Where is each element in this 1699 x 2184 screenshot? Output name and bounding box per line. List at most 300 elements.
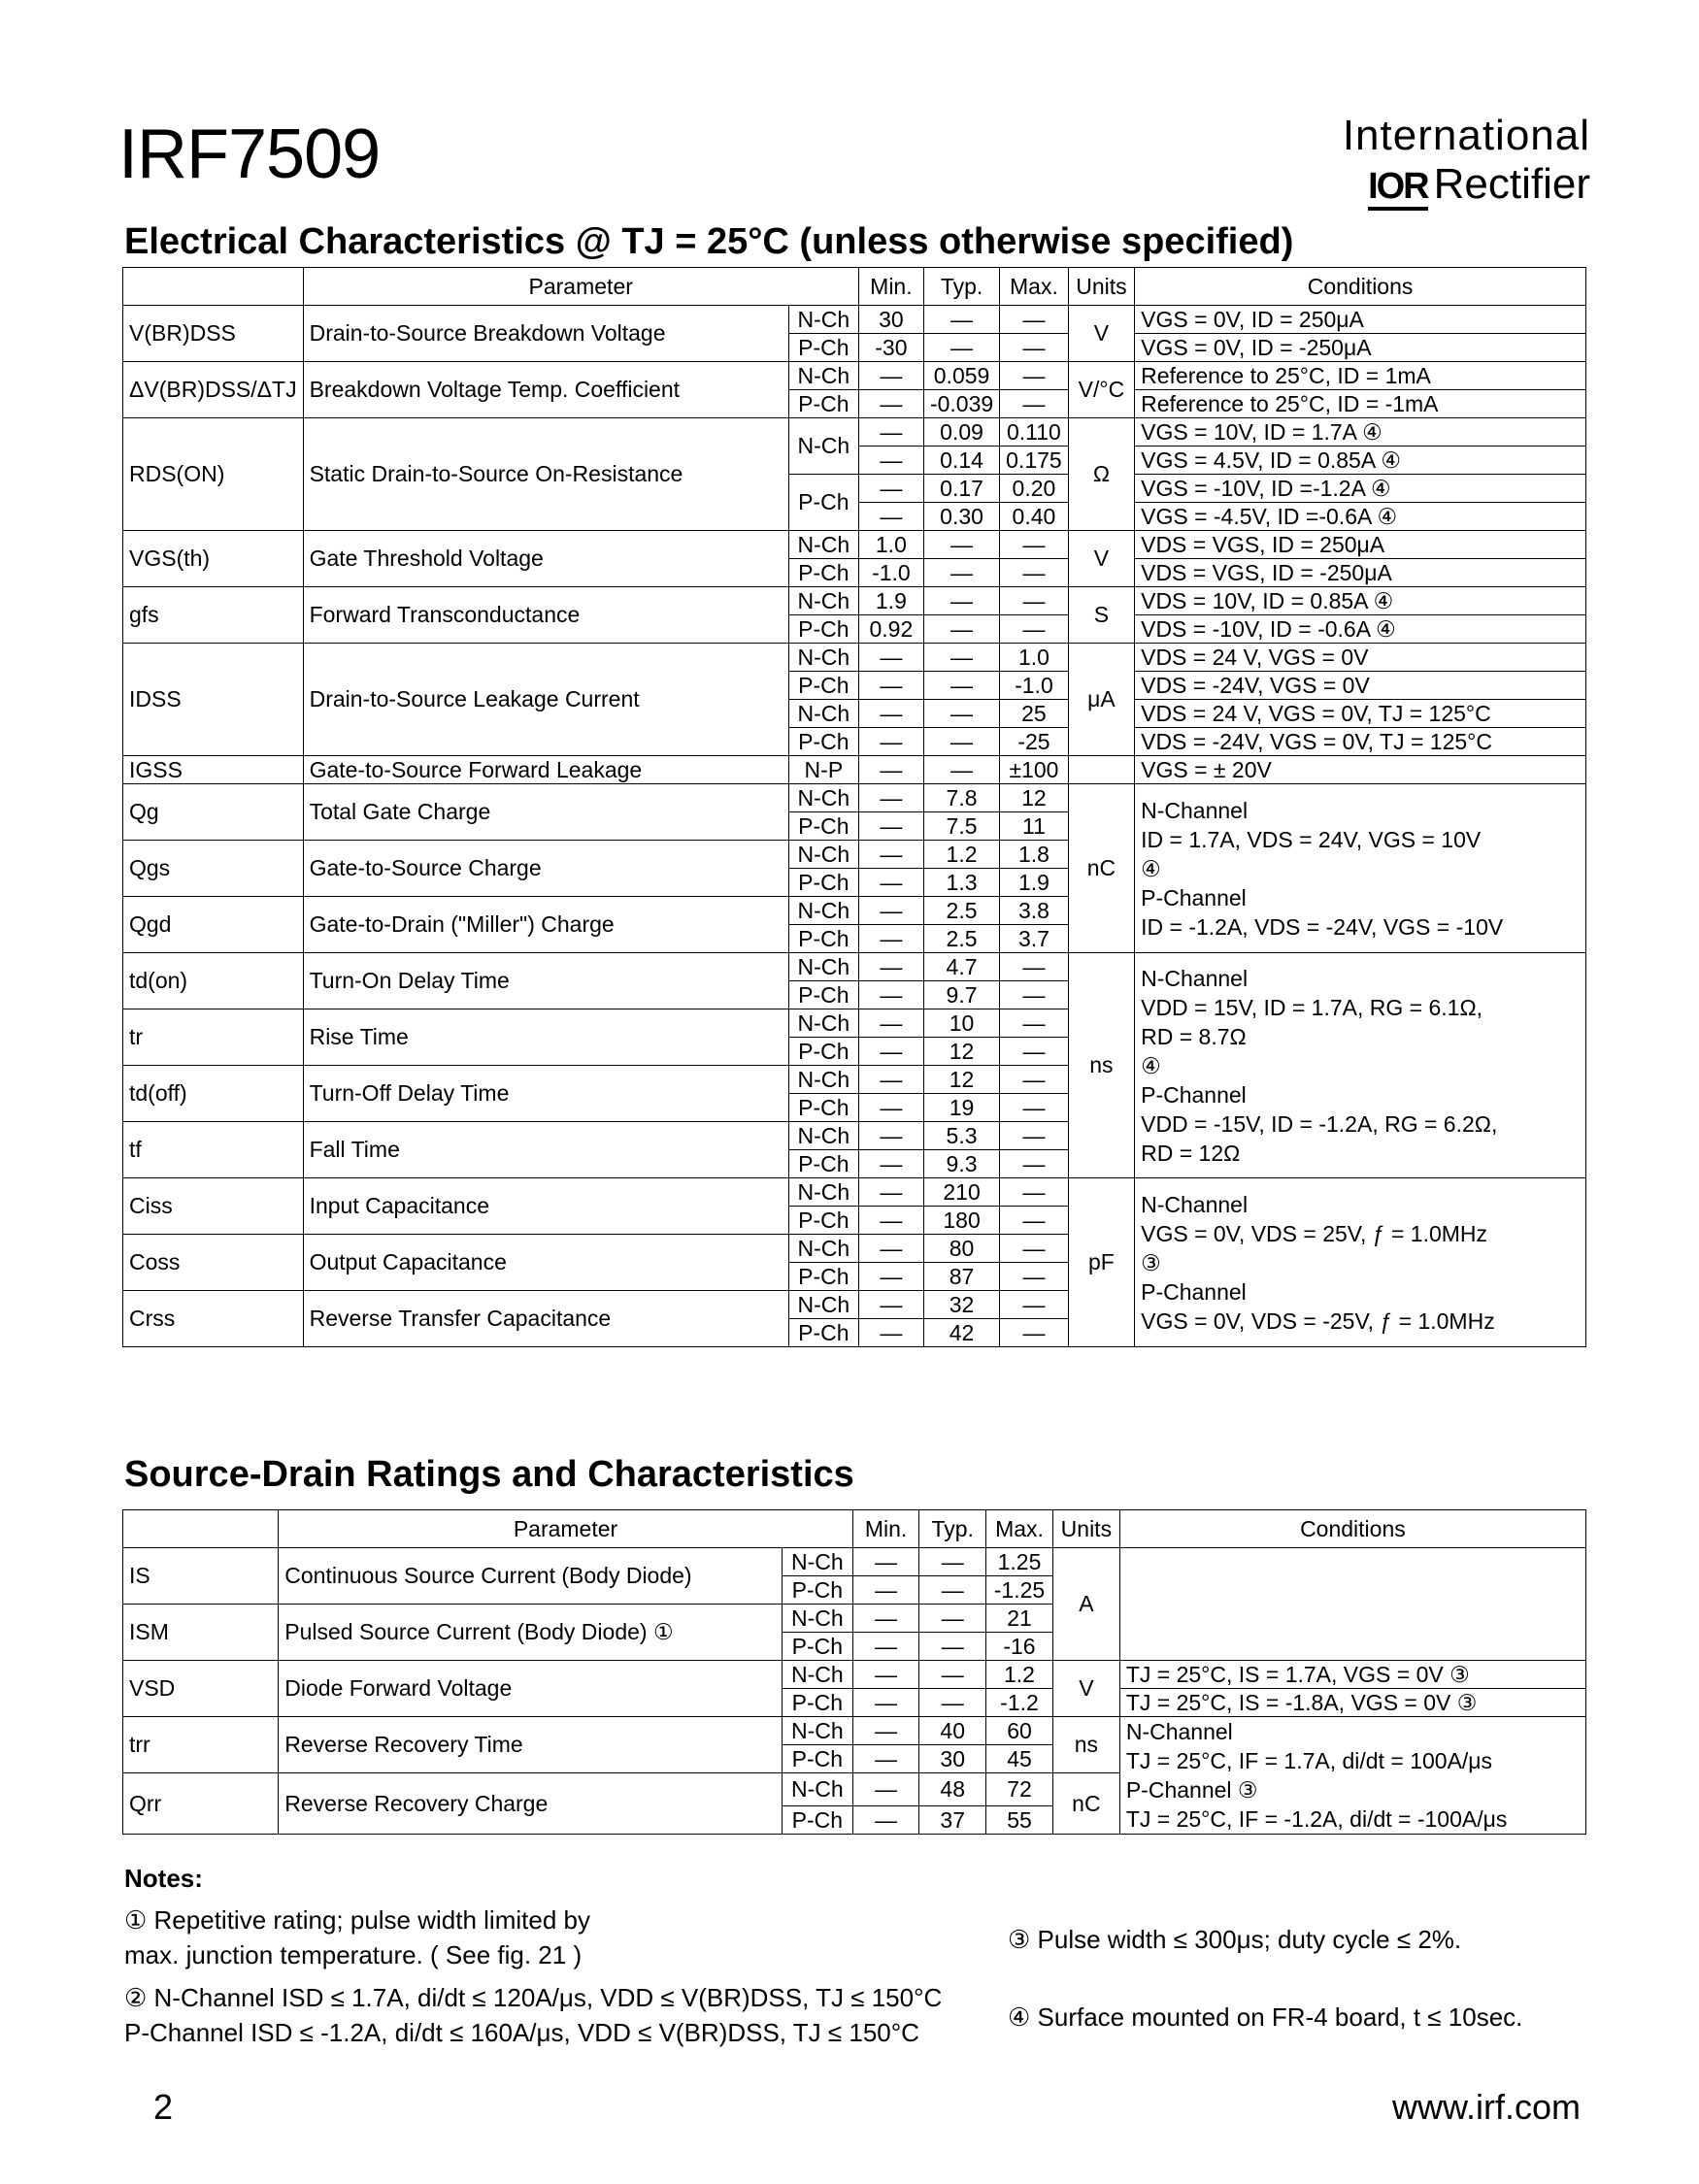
max-value: — — [1000, 1291, 1069, 1319]
param-symbol: tf — [123, 1122, 304, 1178]
min-value: — — [858, 644, 923, 672]
max-value: — — [1000, 1038, 1069, 1066]
channel: N-Ch — [788, 306, 858, 334]
min-value: — — [852, 1661, 919, 1689]
header-conditions: Conditions — [1135, 268, 1586, 306]
typ-value: — — [923, 615, 999, 644]
typ-value: — — [923, 728, 999, 756]
conditions: VDS = VGS, ID = 250μA — [1135, 531, 1586, 559]
max-value: 1.8 — [1000, 841, 1069, 869]
header-parameter: Parameter — [303, 268, 858, 306]
param-name: Pulsed Source Current (Body Diode) ① — [279, 1605, 783, 1661]
conditions — [1119, 1548, 1585, 1661]
max-value: 0.175 — [1000, 447, 1069, 475]
conditions: VDS = VGS, ID = -250μA — [1135, 559, 1586, 587]
conditions: VGS = 4.5V, ID = 0.85A ④ — [1135, 447, 1586, 475]
table-row — [123, 306, 1586, 334]
param-name: Breakdown Voltage Temp. Coefficient — [303, 362, 788, 418]
max-value: — — [1000, 362, 1069, 390]
min-value: — — [852, 1576, 919, 1605]
source-drain-title: Source-Drain Ratings and Characteristics — [124, 1454, 854, 1495]
param-symbol: trr — [123, 1717, 279, 1773]
min-value: — — [858, 362, 923, 390]
param-name: Rise Time — [303, 1009, 788, 1066]
param-symbol: td(on) — [123, 953, 304, 1009]
param-symbol: Crss — [123, 1291, 304, 1347]
page-number: 2 — [153, 2087, 174, 2127]
conditions: VDS = 24 V, VGS = 0V, TJ = 125°C — [1135, 700, 1586, 728]
channel: P-Ch — [788, 1094, 858, 1122]
max-value: 1.25 — [986, 1548, 1053, 1576]
min-value: — — [852, 1806, 919, 1835]
typ-value: — — [919, 1605, 986, 1633]
typ-value: — — [923, 756, 999, 784]
typ-value: 2.5 — [923, 925, 999, 953]
table-row — [123, 1661, 1586, 1689]
notes — [124, 1864, 1600, 2047]
min-value: — — [858, 1319, 923, 1347]
param-symbol: VSD — [123, 1661, 279, 1717]
header-symbol — [123, 1510, 279, 1548]
table-header — [123, 268, 1586, 306]
min-value: — — [852, 1717, 919, 1745]
param-name: Fall Time — [303, 1122, 788, 1178]
min-value: 0.92 — [858, 615, 923, 644]
max-value: 1.0 — [1000, 644, 1069, 672]
param-name: Reverse Recovery Charge — [279, 1773, 783, 1835]
max-value: 0.20 — [1000, 475, 1069, 503]
param-symbol: td(off) — [123, 1066, 304, 1122]
min-value: — — [858, 1038, 923, 1066]
header-max: Max. — [986, 1510, 1053, 1548]
units: A — [1052, 1548, 1119, 1661]
typ-value: — — [919, 1689, 986, 1717]
typ-value: 0.09 — [923, 418, 999, 447]
channel: N-Ch — [788, 418, 858, 475]
header-min: Min. — [858, 268, 923, 306]
max-value: 3.7 — [1000, 925, 1069, 953]
typ-value: — — [923, 672, 999, 700]
max-value: 21 — [986, 1605, 1053, 1633]
channel: N-Ch — [782, 1717, 852, 1745]
param-name: Gate Threshold Voltage — [303, 531, 788, 587]
conditions: VGS = 0V, ID = 250μA — [1135, 306, 1586, 334]
channel: N-Ch — [788, 700, 858, 728]
channel: N-Ch — [788, 953, 858, 981]
table-row — [123, 644, 1586, 672]
channel: P-Ch — [782, 1633, 852, 1661]
max-value: — — [1000, 1122, 1069, 1150]
min-value: — — [858, 503, 923, 531]
channel: P-Ch — [788, 925, 858, 953]
conditions: VDS = -24V, VGS = 0V, TJ = 125°C — [1135, 728, 1586, 756]
param-name: Total Gate Charge — [303, 784, 788, 841]
units: V/°C — [1068, 362, 1134, 418]
param-symbol: Qgd — [123, 897, 304, 953]
units: nC — [1068, 784, 1134, 953]
typ-value: 180 — [923, 1207, 999, 1235]
channel: P-Ch — [788, 812, 858, 841]
max-value: -25 — [1000, 728, 1069, 756]
typ-value: 12 — [923, 1038, 999, 1066]
param-symbol: VGS(th) — [123, 531, 304, 587]
max-value: -16 — [986, 1633, 1053, 1661]
max-value: ±100 — [1000, 756, 1069, 784]
header-max: Max. — [1000, 268, 1069, 306]
channel: P-Ch — [788, 1207, 858, 1235]
min-value: — — [852, 1689, 919, 1717]
max-value: 11 — [1000, 812, 1069, 841]
channel: N-Ch — [788, 1178, 858, 1207]
channel: P-Ch — [782, 1806, 852, 1835]
typ-value: — — [923, 700, 999, 728]
max-value: 12 — [1000, 784, 1069, 812]
param-name: Turn-Off Delay Time — [303, 1066, 788, 1122]
max-value: — — [1000, 1178, 1069, 1207]
conditions: VDS = -10V, ID = -0.6A ④ — [1135, 615, 1586, 644]
units: pF — [1068, 1178, 1134, 1347]
channel: P-Ch — [788, 672, 858, 700]
channel: N-P — [788, 756, 858, 784]
header-min: Min. — [852, 1510, 919, 1548]
channel: N-Ch — [788, 1066, 858, 1094]
min-value: — — [858, 869, 923, 897]
param-name: Turn-On Delay Time — [303, 953, 788, 1009]
channel: N-Ch — [788, 897, 858, 925]
typ-value: 1.2 — [923, 841, 999, 869]
conditions: VGS = -10V, ID =-1.2A ④ — [1135, 475, 1586, 503]
min-value: — — [858, 475, 923, 503]
typ-value: — — [919, 1633, 986, 1661]
max-value: 60 — [986, 1717, 1053, 1745]
min-value: -1.0 — [858, 559, 923, 587]
units: nC — [1052, 1773, 1119, 1835]
min-value: — — [858, 1291, 923, 1319]
channel: P-Ch — [788, 390, 858, 418]
conditions: VGS = 0V, ID = -250μA — [1135, 334, 1586, 362]
units: ns — [1052, 1717, 1119, 1773]
table-row — [123, 1548, 1586, 1576]
channel: P-Ch — [788, 869, 858, 897]
max-value: — — [1000, 1263, 1069, 1291]
units — [1068, 756, 1134, 784]
max-value: — — [1000, 615, 1069, 644]
param-symbol: IDSS — [123, 644, 304, 756]
channel: N-Ch — [788, 362, 858, 390]
conditions: VGS = ± 20V — [1135, 756, 1586, 784]
channel: P-Ch — [782, 1576, 852, 1605]
ior-logo: IOR — [1368, 166, 1428, 211]
param-name: Gate-to-Source Forward Leakage — [303, 756, 788, 784]
min-value: — — [858, 1178, 923, 1207]
conditions: Reference to 25°C, ID = 1mA — [1135, 362, 1586, 390]
channel: P-Ch — [782, 1689, 852, 1717]
channel: P-Ch — [788, 1038, 858, 1066]
units: ns — [1068, 953, 1134, 1178]
param-name: Static Drain-to-Source On-Resistance — [303, 418, 788, 531]
note-3: ③ Pulse width ≤ 300μs; duty cycle ≤ 2%. — [1008, 1925, 1462, 1954]
conditions: N-Channel ID = 1.7A, VDS = 24V, VGS = 10V ④ P-Channel ID = -1.2A, VDS = -24V, VGS = -10V — [1135, 784, 1586, 953]
min-value: — — [858, 1207, 923, 1235]
param-name: Continuous Source Current (Body Diode) — [279, 1548, 783, 1605]
param-name: Gate-to-Drain ("Miller") Charge — [303, 897, 788, 953]
table-row — [123, 756, 1586, 784]
param-symbol: IS — [123, 1548, 279, 1605]
typ-value: 42 — [923, 1319, 999, 1347]
channel: P-Ch — [788, 1319, 858, 1347]
units: V — [1068, 531, 1134, 587]
typ-value: — — [919, 1661, 986, 1689]
brand-line2: Rectifier — [1433, 160, 1590, 208]
min-value: — — [858, 1122, 923, 1150]
channel: P-Ch — [788, 1263, 858, 1291]
electrical-characteristics-title: Electrical Characteristics @ TJ = 25°C (unless otherwise specified) — [124, 221, 1294, 262]
brand-line1: International — [1342, 112, 1590, 159]
param-symbol: Ciss — [123, 1178, 304, 1235]
max-value: — — [1000, 587, 1069, 615]
units: Ω — [1068, 418, 1134, 531]
table-header — [123, 1510, 1586, 1548]
typ-value: 48 — [919, 1773, 986, 1806]
electrical-characteristics-table — [122, 267, 1586, 1347]
typ-value: — — [923, 531, 999, 559]
max-value: — — [1000, 953, 1069, 981]
typ-value: 1.3 — [923, 869, 999, 897]
param-symbol: V(BR)DSS — [123, 306, 304, 362]
part-number: IRF7509 — [118, 116, 381, 193]
max-value: — — [1000, 1009, 1069, 1038]
units: V — [1068, 306, 1134, 362]
typ-value: 2.5 — [923, 897, 999, 925]
typ-value: — — [919, 1548, 986, 1576]
max-value: 3.8 — [1000, 897, 1069, 925]
min-value: — — [858, 1094, 923, 1122]
max-value: — — [1000, 1094, 1069, 1122]
header-units: Units — [1052, 1510, 1119, 1548]
table-row — [123, 784, 1586, 812]
conditions: N-Channel VDD = 15V, ID = 1.7A, RG = 6.1Ω, RD = 8.7Ω ④ P-Channel VDD = -15V, ID = -1.2A, RG = 6.2Ω, RD = 12Ω — [1135, 953, 1586, 1178]
header-typ: Typ. — [919, 1510, 986, 1548]
note-2: ② N-Channel ISD ≤ 1.7A, di/dt ≤ 120A/μs, VDD ≤ V(BR)DSS, TJ ≤ 150°C P-Channel ISD ≤ -1.2A, di/dt ≤ 160A/μs, VDD ≤ V(BR)DSS, TJ ≤ 150°C — [124, 1983, 943, 2047]
min-value: — — [858, 1066, 923, 1094]
param-symbol: Coss — [123, 1235, 304, 1291]
channel: N-Ch — [782, 1773, 852, 1806]
conditions: VDS = 10V, ID = 0.85A ④ — [1135, 587, 1586, 615]
channel: P-Ch — [788, 615, 858, 644]
table-row — [123, 1717, 1586, 1745]
typ-value: 4.7 — [923, 953, 999, 981]
table-row — [123, 1178, 1586, 1207]
min-value: — — [852, 1773, 919, 1806]
max-value: 72 — [986, 1773, 1053, 1806]
typ-value: 37 — [919, 1806, 986, 1835]
min-value: — — [858, 897, 923, 925]
header-units: Units — [1068, 268, 1134, 306]
typ-value: 9.3 — [923, 1150, 999, 1178]
param-name: Reverse Transfer Capacitance — [303, 1291, 788, 1347]
min-value: — — [858, 1009, 923, 1038]
min-value: — — [858, 1150, 923, 1178]
typ-value: — — [923, 644, 999, 672]
units: V — [1052, 1661, 1119, 1717]
channel: N-Ch — [782, 1661, 852, 1689]
min-value: — — [858, 1263, 923, 1291]
table-row — [123, 587, 1586, 615]
param-name: Input Capacitance — [303, 1178, 788, 1235]
channel: N-Ch — [788, 841, 858, 869]
header-conditions: Conditions — [1119, 1510, 1585, 1548]
typ-value: 19 — [923, 1094, 999, 1122]
param-name: Drain-to-Source Breakdown Voltage — [303, 306, 788, 362]
typ-value: 7.8 — [923, 784, 999, 812]
min-value: — — [858, 784, 923, 812]
min-value: -30 — [858, 334, 923, 362]
param-name: Drain-to-Source Leakage Current — [303, 644, 788, 756]
min-value: — — [858, 672, 923, 700]
conditions: TJ = 25°C, IS = -1.8A, VGS = 0V ③ — [1119, 1689, 1585, 1717]
channel: N-Ch — [782, 1548, 852, 1576]
channel: P-Ch — [788, 1150, 858, 1178]
max-value: 55 — [986, 1806, 1053, 1835]
conditions: N-Channel TJ = 25°C, IF = 1.7A, di/dt = 100A/μs P-Channel ③ TJ = 25°C, IF = -1.2A, di/dt = -100A/μs — [1119, 1717, 1585, 1835]
channel: N-Ch — [788, 1235, 858, 1263]
note-4: ④ Surface mounted on FR-4 board, t ≤ 10sec. — [1008, 2002, 1523, 2032]
typ-value: 5.3 — [923, 1122, 999, 1150]
max-value: 0.110 — [1000, 418, 1069, 447]
typ-value: 40 — [919, 1717, 986, 1745]
conditions: TJ = 25°C, IS = 1.7A, VGS = 0V ③ — [1119, 1661, 1585, 1689]
max-value: -1.25 — [986, 1576, 1053, 1605]
max-value: — — [1000, 1150, 1069, 1178]
max-value: — — [1000, 334, 1069, 362]
param-symbol: gfs — [123, 587, 304, 644]
channel: N-Ch — [788, 1122, 858, 1150]
param-name: Output Capacitance — [303, 1235, 788, 1291]
param-symbol: RDS(ON) — [123, 418, 304, 531]
table-row — [123, 953, 1586, 981]
channel: P-Ch — [788, 559, 858, 587]
typ-value: 12 — [923, 1066, 999, 1094]
min-value: — — [852, 1605, 919, 1633]
brand-logo — [1342, 112, 1590, 208]
conditions: Reference to 25°C, ID = -1mA — [1135, 390, 1586, 418]
typ-value: 80 — [923, 1235, 999, 1263]
header-symbol — [123, 268, 304, 306]
min-value: — — [858, 756, 923, 784]
max-value: 45 — [986, 1745, 1053, 1773]
units: S — [1068, 587, 1134, 644]
typ-value: — — [923, 587, 999, 615]
min-value: — — [858, 1235, 923, 1263]
typ-value: 0.059 — [923, 362, 999, 390]
channel: N-Ch — [788, 531, 858, 559]
max-value: — — [1000, 981, 1069, 1009]
param-name: Forward Transconductance — [303, 587, 788, 644]
param-name: Reverse Recovery Time — [279, 1717, 783, 1773]
min-value: 30 — [858, 306, 923, 334]
typ-value: 210 — [923, 1178, 999, 1207]
min-value: 1.0 — [858, 531, 923, 559]
channel: N-Ch — [782, 1605, 852, 1633]
typ-value: 7.5 — [923, 812, 999, 841]
channel: N-Ch — [788, 644, 858, 672]
typ-value: — — [923, 306, 999, 334]
typ-value: 32 — [923, 1291, 999, 1319]
channel: P-Ch — [788, 728, 858, 756]
param-symbol: IGSS — [123, 756, 304, 784]
min-value: 1.9 — [858, 587, 923, 615]
max-value: — — [1000, 559, 1069, 587]
max-value: 1.9 — [1000, 869, 1069, 897]
typ-value: 87 — [923, 1263, 999, 1291]
typ-value: 0.17 — [923, 475, 999, 503]
conditions: VGS = 10V, ID = 1.7A ④ — [1135, 418, 1586, 447]
typ-value: 10 — [923, 1009, 999, 1038]
min-value: — — [858, 390, 923, 418]
min-value: — — [858, 953, 923, 981]
note-1: ① Repetitive rating; pulse width limited by max. junction temperature. ( See fig. 21 ) — [124, 1905, 590, 1969]
channel: N-Ch — [788, 1291, 858, 1319]
max-value: 1.2 — [986, 1661, 1053, 1689]
header-parameter: Parameter — [279, 1510, 852, 1548]
channel: N-Ch — [788, 587, 858, 615]
max-value: — — [1000, 306, 1069, 334]
channel: N-Ch — [788, 784, 858, 812]
table-row — [123, 531, 1586, 559]
param-symbol: ISM — [123, 1605, 279, 1661]
param-symbol: Qg — [123, 784, 304, 841]
typ-value: 9.7 — [923, 981, 999, 1009]
param-symbol: tr — [123, 1009, 304, 1066]
max-value: 0.40 — [1000, 503, 1069, 531]
channel: P-Ch — [788, 981, 858, 1009]
typ-value: 0.30 — [923, 503, 999, 531]
min-value: — — [852, 1745, 919, 1773]
max-value: -1.0 — [1000, 672, 1069, 700]
typ-value: 0.14 — [923, 447, 999, 475]
max-value: — — [1000, 1207, 1069, 1235]
source-drain-table — [122, 1509, 1586, 1835]
footer-url: www.irf.com — [1391, 2087, 1581, 2127]
max-value: -1.2 — [986, 1689, 1053, 1717]
table-row — [123, 418, 1586, 447]
min-value: — — [858, 728, 923, 756]
channel: P-Ch — [788, 334, 858, 362]
param-symbol: ΔV(BR)DSS/ΔTJ — [123, 362, 304, 418]
max-value: — — [1000, 390, 1069, 418]
min-value: — — [858, 447, 923, 475]
conditions: VGS = -4.5V, ID =-0.6A ④ — [1135, 503, 1586, 531]
typ-value: — — [923, 559, 999, 587]
max-value: 25 — [1000, 700, 1069, 728]
channel: P-Ch — [782, 1745, 852, 1773]
channel: P-Ch — [788, 475, 858, 531]
max-value: — — [1000, 1066, 1069, 1094]
typ-value: — — [923, 334, 999, 362]
channel: N-Ch — [788, 1009, 858, 1038]
min-value: — — [858, 841, 923, 869]
conditions: VDS = 24 V, VGS = 0V — [1135, 644, 1586, 672]
param-symbol: Qgs — [123, 841, 304, 897]
max-value: — — [1000, 531, 1069, 559]
typ-value: -0.039 — [923, 390, 999, 418]
param-name: Diode Forward Voltage — [279, 1661, 783, 1717]
min-value: — — [858, 700, 923, 728]
max-value: — — [1000, 1319, 1069, 1347]
min-value: — — [858, 418, 923, 447]
typ-value: 30 — [919, 1745, 986, 1773]
typ-value: — — [919, 1576, 986, 1605]
